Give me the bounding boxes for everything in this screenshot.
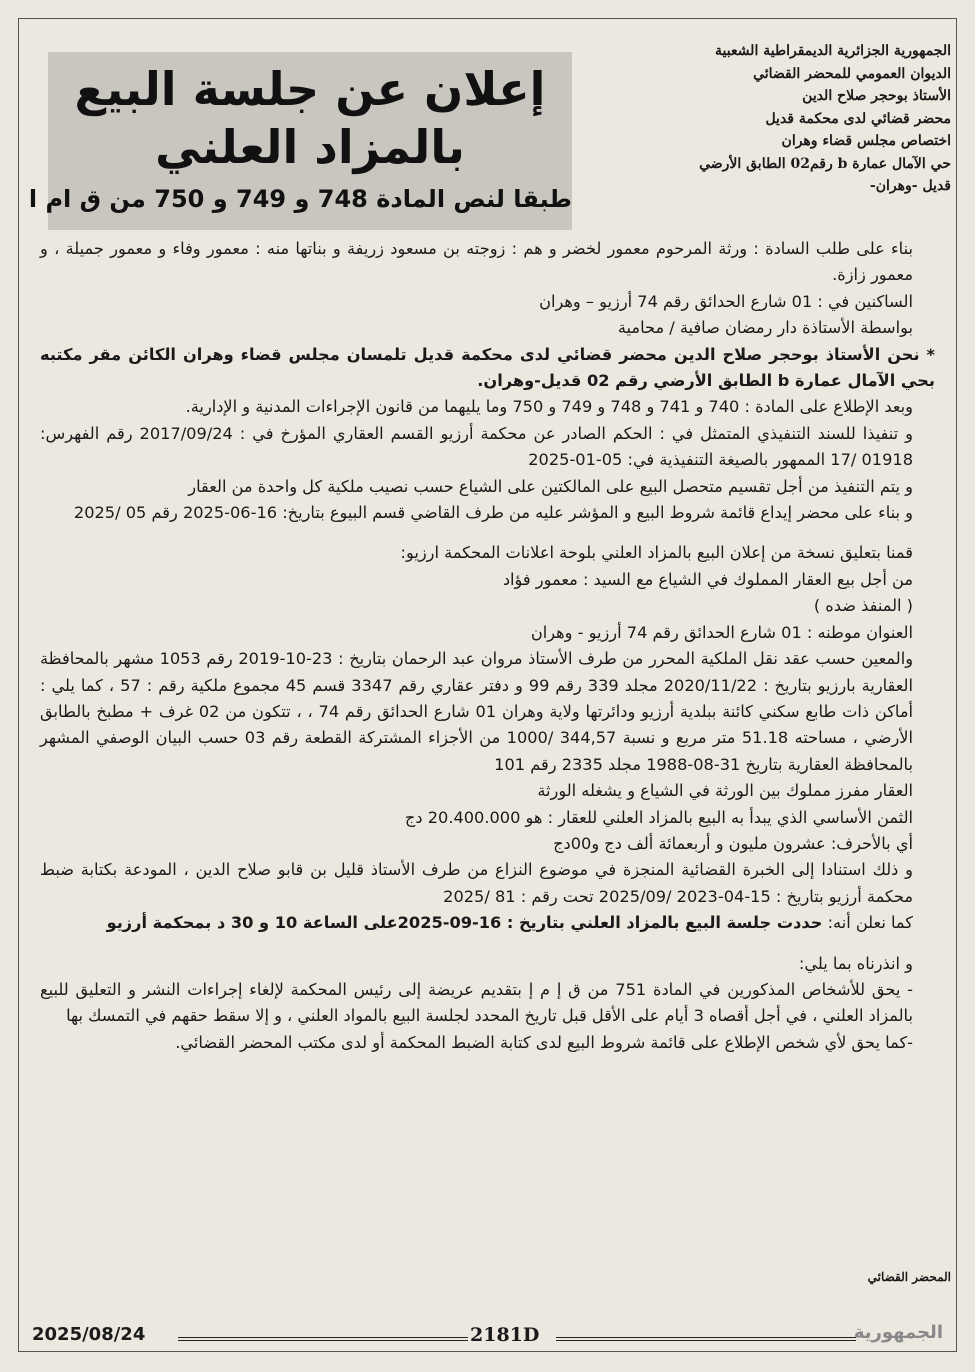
paragraph-expertise: و ذلك استنادا إلى الخبرة القضائية المنجزة في موضوع النزاع من طرف الأستاذ قليل بن قابو صلاح الدين ، المودعة بكتابة ضبط محكمة أرزيو بتاريخ : 15-04-2023 /2025/09 تحت رقم : 81 /2025 — [40, 860, 913, 906]
page-footer — [18, 1322, 957, 1356]
paragraph-base-price: الثمن الأساسي الذي يبدأ به البيع بالمزاد العلني للعقار : هو 20.400.000 دج — [404, 807, 913, 827]
paragraph-address: العنوان موطنه : 01 شارع الحدائق رقم 74 أرزيو - وهران — [530, 622, 913, 642]
paragraph-warning-intro: و انذرناه بما يلي: — [798, 953, 913, 973]
paragraph-residence: الساكنين في : 01 شارع الحدائق رقم 74 أرزيو – وهران — [539, 291, 913, 311]
paragraph-right-to-object: - يحق للأشخاص المذكورين في المادة 751 من ق إ م إ بتقديم عريضة إلى رئيس المحكمة لإلغاء إجراءات النشر و التعليق للبيع بالمزاد العلني ، في أجل أقصاه 3 أيام على الأقل قبل تاريخ المحدد لجلسة البيع بالمواد العلني ، و إلا سقط حقهم في التمسك بها — [40, 979, 913, 1026]
header-line: الأستاذ بوحجر صلاح الدين — [802, 88, 951, 104]
header-line: حي الآمال عمارة b رقم02 الطابق الأرضي — [699, 155, 951, 172]
header-line: اختصاص مجلس قضاء وهران — [781, 133, 951, 149]
session-lead: كما نعلن أنه: — [827, 913, 913, 933]
paragraph-sale-purpose: من أجل بيع العقار المملوك في الشياع مع السيد : معمور فؤاد — [502, 569, 913, 589]
paragraph-requesters: بناء على طلب السادة : ورثة المرحوم معمور لخضر و هم : زوجته بن مسعود زريفة و بناتها منه : معمور وفاء و معمور جميلة ، و معمور زازة. — [40, 239, 913, 285]
office-header — [621, 40, 951, 198]
paragraph-posting: قمنا بتعليق نسخة من إعلان البيع بالمزاد العلني بلوحة اعلانات المحكمة ارزيو: — [400, 543, 913, 563]
footer-date: 2025/08/24 — [32, 1324, 146, 1345]
header-line: الجمهورية الجزائرية الديمقراطية الشعبية — [714, 43, 951, 59]
title-line-2: بالمزاد العلني — [155, 120, 465, 174]
signature-label: المحضر القضائي — [867, 1270, 951, 1284]
paragraph-lawyer: بواسطة الأستاذة دار رمضان صافية / محامية — [617, 318, 913, 338]
title-line-1: إعلان عن جلسة البيع — [74, 62, 546, 116]
header-line: محضر قضائي لدى محكمة قديل — [765, 110, 951, 127]
paragraph-execution: و يتم التنفيذ من أجل تقسيم متحصل البيع على المالكتين على الشياع حسب نصيب ملكية كل واحدة من العقار — [188, 476, 913, 496]
session-date-bold: حددت جلسة البيع بالمزاد العلني بتاريخ : 16-09-2025على الساعة 10 و 30 د بمحكمة أرزيو — [106, 913, 823, 933]
header-line: الديوان العمومي للمحضر القضائي — [753, 65, 951, 82]
paragraph-session-date — [40, 910, 935, 936]
announcement-body — [40, 236, 935, 1056]
announcement-title-box — [28, 52, 572, 230]
paragraph-occupancy: العقار مفرز مملوك بين الورثة في الشياع و يشغله الورثة — [537, 781, 913, 801]
footer-rule-left — [178, 1337, 468, 1341]
paragraph-right-to-consult: -كما يحق لأي شخص الإطلاع على قائمة شروط البيع لدى كتابة الضبط المحكمة أو لدى مكتب المحضر القضائي. — [175, 1032, 913, 1052]
paragraph-price-words: أي بالأحرف: عشرون مليون و أربعمائة ألف دج و00دج — [553, 833, 913, 853]
header-line: قديل -وهران- — [869, 178, 951, 194]
title-subtitle: طبقا لنص المادة 748 و 749 و 750 من ق ام ا — [28, 185, 572, 213]
paragraph-debtor: ( المنفذ ضده ) — [813, 596, 913, 616]
newspaper-logo: الجمهورية — [853, 1322, 943, 1343]
footer-rule-right — [556, 1337, 856, 1341]
paragraph-conditions: و بناء على محضر إيداع قائمة شروط البيع و المؤشر عليه من طرف القاضي قسم البيوع بتاريخ: 16-06-2025 رقم 05 /2025 — [73, 503, 913, 523]
paragraph-property-description: والمعين حسب عقد نقل الملكية المحرر من طرف الأستاذ مروان عبد الرحمان بتاريخ : 23-10-2019 رقم 1053 مشهر بالمحافظة العقارية بارزيو بتاريخ : 2020/11/22 مجلد 339 رقم 99 و دفتر عقاري رقم 3347 قسم 45 مجموع ملكية رقم : 57 ، كما يلي : أماكن ذات طابع سكني كائنة ببلدية أرزيو ودائرتها ولاية وهران 01 شارع الحدائق رقم 74 ، ، تتكون من 02 غرف + مطبخ بالطابق الأرضي ، مساحته 51.18 متر مربع و نسبة 344,57 /1000 من الأجزاء المشتركة القطعة رقم 03 حسب البيان الوصفي المشهر بالمحافظة العقارية بتاريخ 31-08-1988 مجلد 2335 رقم 101 — [40, 649, 914, 774]
footer-page-number: 2181D — [470, 1324, 540, 1346]
paragraph-judgment: و تنفيذا للسند التنفيذي المتمثل في : الحكم الصادر عن محكمة أرزيو القسم العقاري المؤرخ في : 2017/09/24 رقم الفهرس: 01918 /17 الممهور بالصيغة التنفيذية في: 05-01-2025 — [40, 423, 913, 470]
paragraph-bailiff: * نحن الأستاذ بوحجر صلاح الدين محضر قضائي لدى محكمة قديل تلمسان مجلس قضاء وهران الكائن مقر مكتبه بحي الآمال عمارة b الطابق الأرضي رقم 02 قديل-وهران. — [40, 344, 935, 391]
paragraph-legal-basis: وبعد الإطلاع على المادة : 740 و 741 و 748 و 749 و 750 وما يليهما من قانون الإجراءات المدنية و الإدارية. — [185, 397, 913, 417]
